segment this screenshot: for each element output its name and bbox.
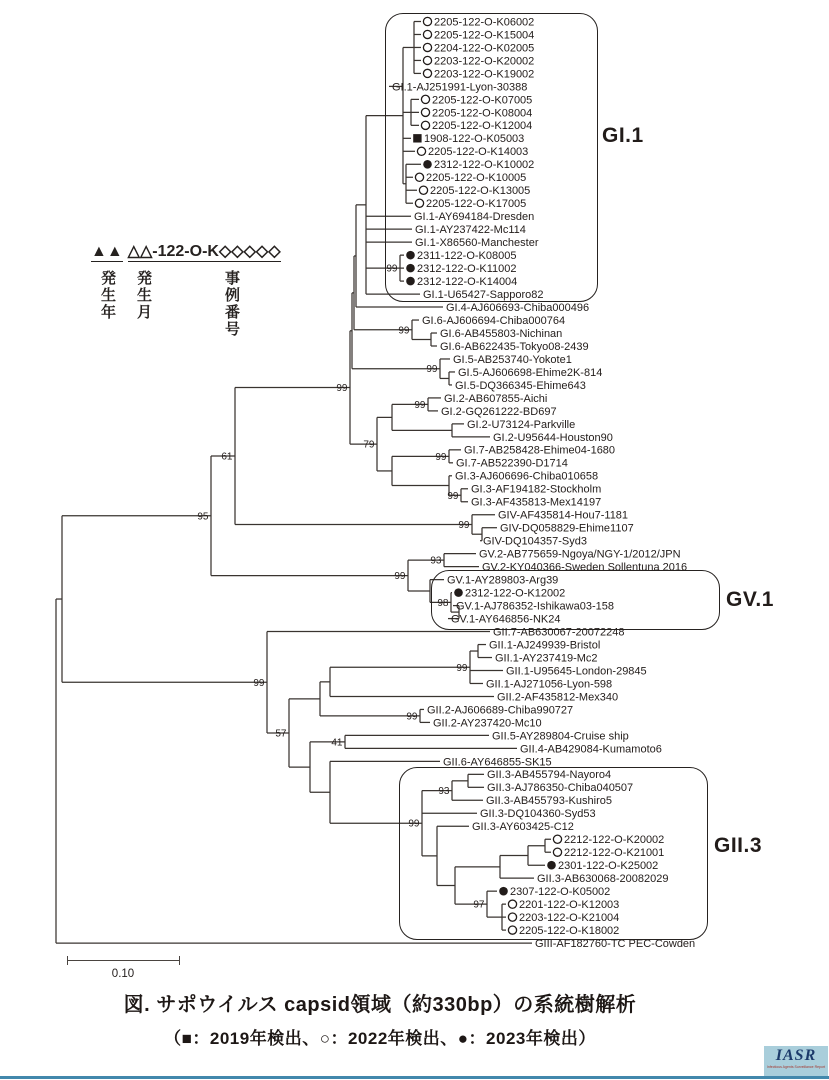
leaf-label: GIV-DQ058829-Ehime1107: [500, 522, 634, 535]
bootstrap-value: 99: [253, 677, 265, 689]
leaf-label: 2205-122-O-K07005: [432, 94, 533, 107]
bootstrap-value: 95: [197, 511, 209, 523]
leaf-label: GII.5-AY289804-Cruise ship: [492, 730, 629, 743]
scale-bar-tick-right: [179, 956, 180, 965]
leaf-label: GI.3-AJ606696-Chiba010658: [455, 470, 599, 483]
bootstrap-value: 99: [386, 263, 398, 275]
bootstrap-value: 79: [363, 439, 375, 451]
legend-case-label: 事例番号: [223, 270, 240, 338]
bootstrap-value: 99: [336, 382, 348, 394]
leaf-label: GI.3-AF194182-Stockholm: [471, 483, 602, 496]
leaf-label: GII.1-AJ249939-Bristol: [489, 639, 601, 652]
leaf-label: 2201-122-O-K12003: [519, 899, 620, 912]
leaf-label: GI.6-AB455803-Nichinan: [440, 327, 563, 340]
sample-name-key: [91, 241, 281, 261]
iasr-logo: [764, 1046, 828, 1076]
leaf-label: GII.1-AY237419-Mc2: [495, 652, 598, 665]
bootstrap-value: 99: [435, 451, 447, 463]
leaf-label: GII.3-AY603425-C12: [472, 821, 574, 834]
leaf-label: GI.2-U95644-Houston90: [493, 431, 613, 444]
leaf-label: GII.3-AB455794-Nayoro4: [487, 769, 612, 782]
leaf-label: GII.2-AF435812-Mex340: [497, 691, 619, 704]
leaf-label: 2203-122-O-K20002: [434, 55, 535, 68]
leaf-label: 2212-122-O-K21001: [564, 847, 665, 860]
bootstrap-value: 99: [426, 364, 438, 376]
caption-title: 図. サポウイルス capsid領域（約330bp）の系統樹解析: [123, 994, 637, 1016]
footer-rule: [0, 1076, 829, 1079]
group-label-GII.3: GII.3: [714, 834, 763, 857]
group-box-GII.3: [399, 767, 708, 940]
iasr-logo-subtitle: Infectious Agents Surveillance Report: [766, 1065, 826, 1069]
leaf-label: 2205-122-O-K08004: [432, 107, 533, 120]
leaf-label: GI.6-AB622435-Tokyo08-2439: [440, 340, 589, 353]
bootstrap-value: 99: [408, 818, 420, 830]
leaf-label: GI.2-AB607855-Aichi: [444, 392, 548, 405]
leaf-label: 2312-122-O-K10002: [434, 159, 535, 172]
leaf-label: GI.7-AB522390-D1714: [456, 457, 568, 470]
leaf-label: 2205-122-O-K14003: [428, 146, 529, 159]
leaf-label: GII.1-AJ271056-Lyon-598: [486, 678, 613, 691]
leaf-label: GII.7-AB630067-20072248: [493, 626, 625, 639]
legend-year-label: 発生年: [99, 270, 116, 321]
bootstrap-value: 97: [473, 899, 485, 911]
leaf-label: GI.5-DQ366345-Ehime643: [455, 379, 586, 392]
bootstrap-value: 99: [398, 325, 410, 337]
bootstrap-value: 93: [430, 555, 442, 567]
leaf-label: GII.3-AB630068-20082029: [537, 873, 669, 886]
month-symbols: △△: [127, 243, 153, 260]
bootstrap-value: 99: [394, 571, 406, 583]
leaf-label: GII.2-AJ606689-Chiba990727: [427, 704, 574, 717]
leaf-label: 2205-122-O-K13005: [430, 185, 531, 198]
formula-infix: -122-O-K: [152, 243, 219, 260]
bootstrap-value: 99: [406, 711, 418, 723]
bootstrap-value: 98: [437, 597, 449, 609]
year-symbols: ▲▲: [91, 243, 123, 260]
leaf-label: 2311-122-O-K08005: [417, 250, 517, 263]
caption-marker-key: （■：2019年検出、○：2022年検出、●：2023年検出）: [164, 1029, 596, 1048]
leaf-label: GI.1-AJ251991-Lyon-30388: [392, 81, 528, 94]
bootstrap-value: 41: [331, 737, 343, 749]
scale-bar-label: 0.10: [111, 968, 135, 980]
leaf-label: GI.1-AY237422-Mc114: [415, 224, 526, 237]
leaf-label: GV.1-AY289803-Arg39: [447, 574, 559, 587]
leaf-label: 2205-122-O-K10005: [426, 172, 527, 185]
leaf-label: GII.6-AY646855-SK15: [443, 756, 552, 769]
case-symbols: ◇◇◇◇◇: [218, 243, 281, 260]
leaf-label: GI.5-AJ606698-Ehime2K-814: [458, 366, 603, 379]
iasr-logo-title: IASR: [775, 1047, 817, 1064]
leaf-label: 2312-122-O-K11002: [417, 263, 517, 276]
leaf-label: GI.1-X86560-Manchester: [415, 237, 539, 250]
bootstrap-value: 57: [275, 728, 287, 740]
leaf-label: 1908-122-O-K05003: [424, 133, 525, 146]
leaf-label: GIV-AF435814-Hou7-1181: [498, 509, 629, 522]
leaf-label: GIII-AF182760-TC PEC-Cowden: [535, 937, 696, 950]
leaf-label: 2205-122-O-K18002: [519, 925, 620, 937]
leaf-label: GII.3-AJ786350-Chiba040507: [487, 782, 634, 795]
leaf-label: GII.3-AB455793-Kushiro5: [486, 795, 612, 808]
leaf-label: 2205-122-O-K06002: [434, 16, 535, 29]
leaf-label: GI.7-AB258428-Ehime04-1680: [464, 444, 616, 457]
sample-name-formula: [91, 241, 281, 261]
leaf-label: GI.4-AJ606693-Chiba000496: [446, 301, 590, 314]
bootstrap-value: 61: [221, 451, 233, 463]
bootstrap-value: 99: [447, 490, 459, 502]
leaf-label: 2212-122-O-K20002: [564, 834, 665, 847]
leaf-label: 2203-122-O-K19002: [434, 68, 535, 81]
leaf-label: GI.5-AB253740-Yokote1: [453, 353, 572, 366]
scale-bar-tick-left: [67, 956, 68, 965]
leaf-label: GV.2-KY040366-Sweden Sollentuna 2016: [482, 561, 688, 574]
figure-caption: [0, 988, 760, 1049]
bootstrap-value: 93: [438, 786, 450, 798]
leaf-label: 2312-122-O-K12002: [465, 587, 566, 600]
leaf-label: 2204-122-O-K02005: [434, 42, 535, 55]
group-box-GV.1: [431, 570, 720, 630]
leaf-label: GI.1-AY694184-Dresden: [414, 211, 535, 224]
scale-bar-line: [67, 960, 180, 961]
leaf-label: 2307-122-O-K05002: [510, 886, 611, 899]
leaf-label: GII.1-U95645-London-29845: [506, 665, 647, 678]
leaf-label: GI.1-U65427-Sapporo82: [423, 288, 544, 301]
bootstrap-value: 99: [456, 662, 468, 674]
leaf-label: GV.2-AB775659-Ngoya/NGY-1/2012/JPN: [479, 548, 681, 561]
leaf-label: GII.2-AY237420-Mc10: [433, 717, 542, 730]
group-label-GV.1: GV.1: [726, 588, 774, 611]
leaf-label: 2205-122-O-K12004: [432, 120, 533, 133]
leaf-label: GV.1-AY646856-NK24: [451, 613, 561, 626]
legend-month-label: 発生月: [135, 270, 152, 321]
scale-bar: [67, 956, 180, 965]
leaf-label: 2312-122-O-K14004: [417, 276, 518, 288]
leaf-label: GI.2-GQ261222-BD697: [441, 405, 557, 418]
leaf-label: 2205-122-O-K15004: [434, 29, 535, 42]
leaf-label: GV.1-AJ786352-Ishikawa03-158: [456, 600, 614, 613]
leaf-label: 2203-122-O-K21004: [519, 912, 620, 925]
leaf-label: GIV-DQ104357-Syd3: [483, 535, 587, 548]
leaf-label: GI.6-AJ606694-Chiba000764: [422, 314, 566, 327]
bootstrap-value: 99: [458, 519, 470, 531]
leaf-label: GI.2-U73124-Parkville: [467, 418, 576, 431]
bootstrap-value: 99: [414, 399, 426, 411]
leaf-label: GII.4-AB429084-Kumamoto6: [520, 743, 662, 756]
group-label-GI.1: GI.1: [602, 124, 644, 147]
group-box-GI.1: [385, 13, 598, 302]
leaf-label: 2205-122-O-K17005: [426, 198, 527, 211]
leaf-label: GII.3-DQ104360-Syd53: [480, 808, 596, 821]
leaf-label: GI.3-AF435813-Mex14197: [471, 496, 602, 509]
leaf-label: 2301-122-O-K25002: [558, 860, 659, 873]
